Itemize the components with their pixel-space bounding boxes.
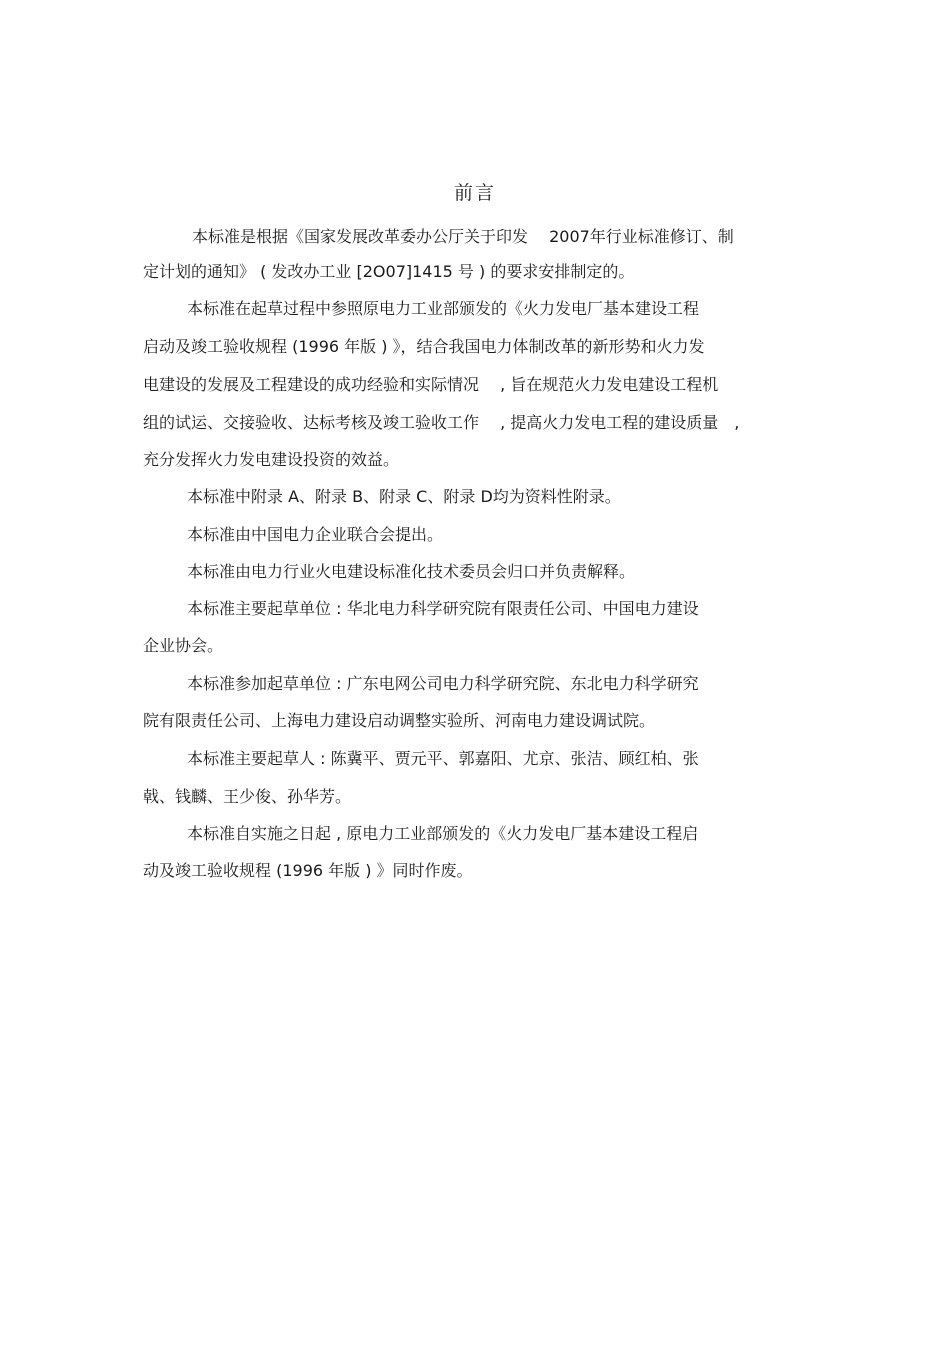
page-title: 前言	[453, 182, 496, 204]
paragraph-line: 本标准中附录 A、附录 B、附录 C、附录 D均为资料性附录。	[187, 487, 621, 506]
paragraph-line: 戟、钱麟、王少俊、孙华芳。	[143, 787, 352, 806]
paragraph-line: 本标准主要起草单位 : 华北电力科学研究院有限责任公司、中国电力建设	[187, 599, 699, 618]
paragraph-line: 组的试运、交接验收、达标考核及竣工验收工作 , 提高火力发电工程的建设质量 ,	[143, 413, 740, 432]
paragraph-line: 本标准由中国电力企业联合会提出。	[187, 525, 444, 544]
paragraph-line: 定计划的通知》 ( 发改办工业 [2O07]1415 号 ) 的要求安排制定的。	[143, 262, 635, 281]
paragraph-line: 充分发挥火力发电建设投资的效益。	[143, 450, 400, 469]
paragraph-line: 院有限责任公司、上海电力建设启动调整实验所、河南电力建设调试院。	[143, 711, 656, 730]
paragraph-line: 本标准参加起草单位 : 广东电网公司电力科学研究院、东北电力科学研究	[187, 674, 699, 693]
paragraph-line: 本标准主要起草人 : 陈冀平、贾元平、郭嘉阳、尤京、张洁、顾红柏、张	[187, 749, 699, 768]
paragraph-line: 本标准在起草过程中参照原电力工业部颁发的《火力发电厂基本建设工程	[187, 299, 700, 318]
paragraph-line: 启动及竣工验收规程 (1996 年版 ) 》，结合我国电力体制改革的新形势和火力发	[143, 337, 705, 356]
paragraph-line: 企业协会。	[143, 636, 224, 655]
paragraph-line: 本标准自实施之日起 , 原电力工业部颁发的《火力发电厂基本建设工程启	[187, 824, 699, 843]
paragraph-line: 本标准由电力行业火电建设标准化技术委员会归口并负责解释。	[187, 562, 636, 581]
paragraph-line: 动及竣工验收规程 (1996 年版 ) 》同时作废。	[143, 861, 473, 880]
paragraph-line: 电建设的发展及工程建设的成功经验和实际情况 , 旨在规范火力发电建设工程机	[143, 375, 719, 394]
paragraph-line: 本标准是根据《国家发展改革委办公厅关于印发 2007年行业标准修订、制	[192, 227, 734, 246]
